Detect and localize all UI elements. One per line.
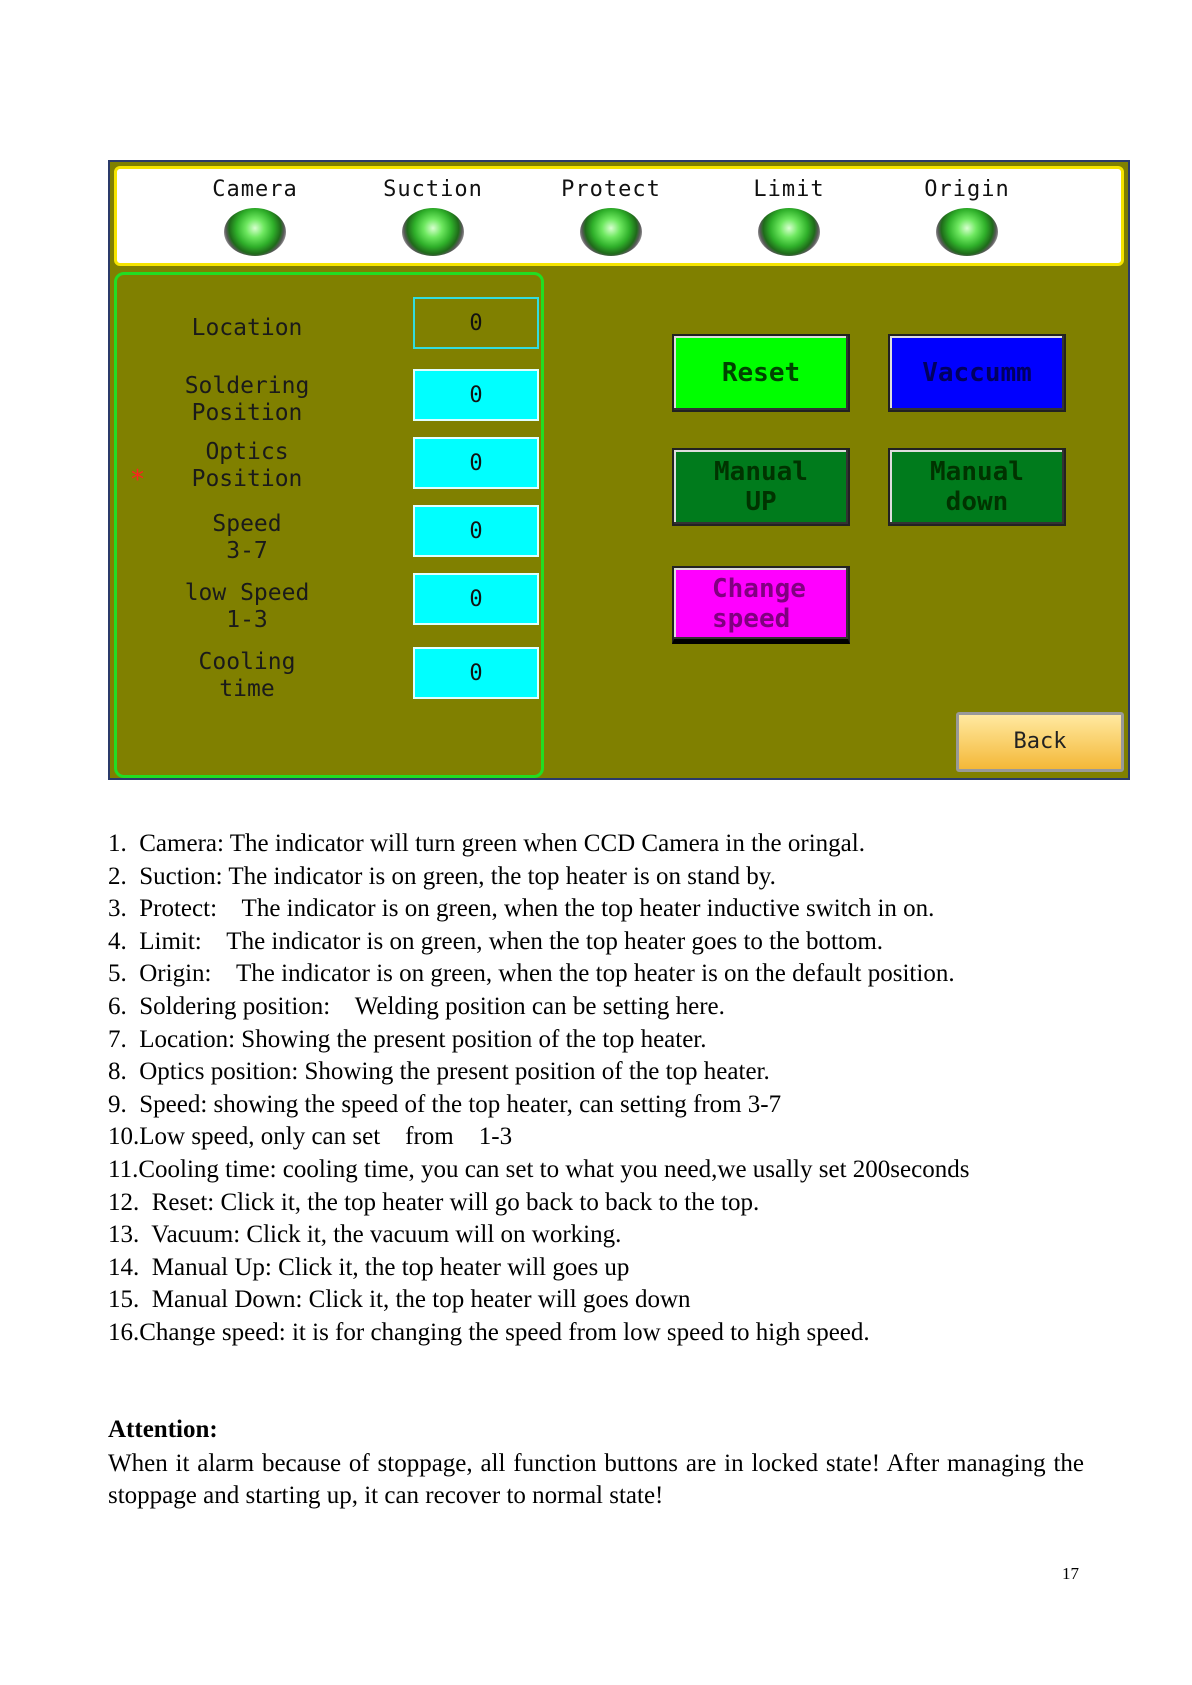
change-speed-button[interactable]: Change speed: [672, 566, 850, 644]
list-item: 7. Location: Showing the present position of the top heater.: [108, 1025, 707, 1053]
list-item: 13. Vacuum: Click it, the vacuum will on working.: [108, 1221, 622, 1249]
list-item: 14. Manual Up: Click it, the top heater will goes up: [108, 1253, 630, 1281]
green-lamp-icon: [758, 208, 820, 256]
green-lamp-icon: [402, 208, 464, 256]
attention-heading: Attention:: [108, 1416, 218, 1443]
vaccumm-button[interactable]: Vaccumm: [888, 334, 1066, 412]
indicator-label: Camera: [212, 177, 298, 202]
green-lamp-icon: [224, 208, 286, 256]
page-number: 17: [1062, 1564, 1079, 1583]
list-item: 10.Low speed, only can set from 1-3: [108, 1123, 513, 1151]
reset-button[interactable]: Reset: [672, 334, 850, 412]
indicator-bar: [114, 166, 1124, 266]
protect-indicator: [551, 177, 671, 256]
location-label: Location: [191, 315, 303, 341]
parameter-panel: [114, 272, 544, 778]
back-button[interactable]: Back: [956, 712, 1124, 772]
soldering-position-input[interactable]: 0: [413, 369, 539, 421]
list-item: 15. Manual Down: Click it, the top heater will goes down: [108, 1286, 691, 1314]
list-item: 8. Optics position: Showing the present position of the top heater.: [108, 1058, 770, 1086]
list-item: 3. Protect: The indicator is on green, when the top heater inductive switch in on.: [108, 895, 935, 923]
function-list: [108, 828, 1108, 1350]
suction-indicator: [373, 177, 493, 256]
soldering-position-label: Soldering Position: [184, 373, 310, 426]
indicator-label: Limit: [753, 177, 825, 202]
list-item: 1. Camera: The indicator will turn green when CCD Camera in the oringal.: [108, 830, 865, 857]
required-asterisk: *: [131, 465, 144, 495]
green-lamp-icon: [936, 208, 998, 256]
list-item: 4. Limit: The indicator is on green, when the top heater goes to the bottom.: [108, 927, 884, 955]
speed-label: Speed 3-7: [212, 511, 282, 564]
list-item: 2. Suction: The indicator is on green, the top heater is on stand by.: [108, 862, 776, 890]
indicator-label: Protect: [561, 177, 661, 202]
optics-position-input[interactable]: 0: [413, 437, 539, 489]
speed-input[interactable]: 0: [413, 505, 539, 557]
low-speed-label: low Speed 1-3: [184, 580, 310, 633]
list-item: 9. Speed: showing the speed of the top heater, can setting from 3-7: [108, 1090, 782, 1118]
location-field: 0: [413, 297, 539, 349]
green-lamp-icon: [580, 208, 642, 256]
cooling-time-label: Cooling time: [198, 649, 296, 702]
indicator-label: Origin: [924, 177, 1010, 202]
list-item: 5. Origin: The indicator is on green, when the top heater is on the default position.: [108, 960, 955, 988]
manual-up-button[interactable]: Manual UP: [672, 448, 850, 526]
camera-indicator: [195, 177, 315, 256]
cooling-time-input[interactable]: 0: [413, 647, 539, 699]
optics-position-label: Optics Position: [191, 439, 303, 492]
manual-down-button[interactable]: Manual down: [888, 448, 1066, 526]
origin-indicator: [907, 177, 1027, 256]
hmi-screenshot: [108, 160, 1130, 780]
list-item: 6. Soldering position: Welding position can be setting here.: [108, 992, 725, 1020]
attention-paragraph: When it alarm because of stoppage, all function buttons are in locked state! After managing the stoppage and starting up, it can recover to normal state!: [108, 1450, 1084, 1509]
low-speed-input[interactable]: 0: [413, 573, 539, 625]
list-item: 16.Change speed: it is for changing the speed from low speed to high speed.: [108, 1318, 870, 1346]
list-item: 12. Reset: Click it, the top heater will go back to back to the top.: [108, 1188, 760, 1216]
indicator-label: Suction: [383, 177, 483, 202]
list-item: 11.Cooling time: cooling time, you can set to what you need,we usally set 200seconds: [108, 1155, 970, 1183]
limit-indicator: [729, 177, 849, 256]
